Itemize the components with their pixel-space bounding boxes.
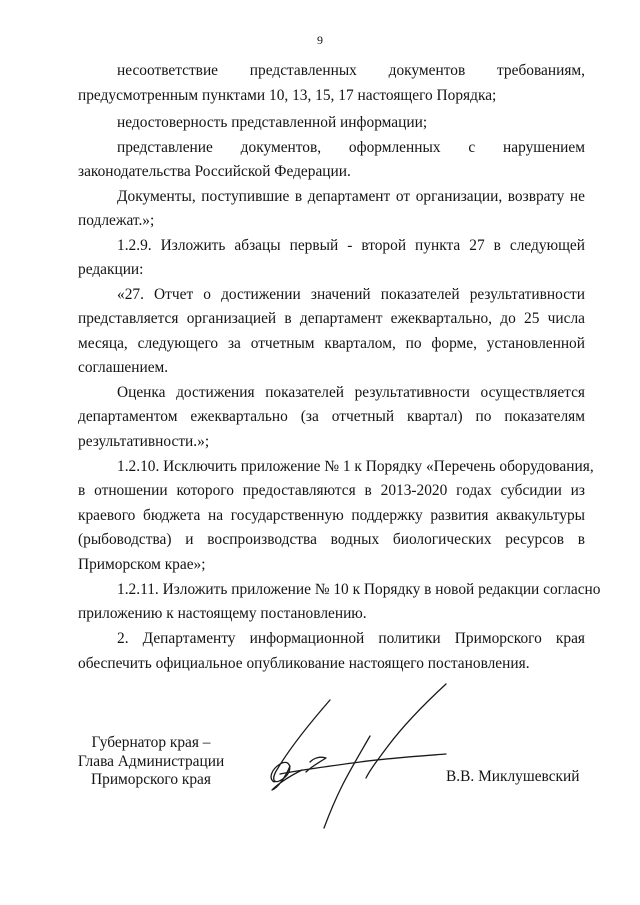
text-line: результативности.»; <box>78 433 210 450</box>
text-line: 1.2.9. Изложить абзацы первый - второй пункта 27 в следующей <box>117 237 585 254</box>
text-line: «27. Отчет о достижении значений показателей результативности <box>117 286 585 303</box>
text-line: департаментом ежеквартально (за отчетный квартал) по показателям <box>78 408 585 425</box>
text-line: несоответствие представленных документов требованиям, <box>117 62 585 79</box>
text-line: редакции: <box>78 261 144 278</box>
text-line: недостоверность представленной информации; <box>117 114 428 131</box>
signatory-name: В.В. Миклушевский <box>446 768 580 785</box>
handwritten-signature <box>250 678 470 838</box>
signatory-title-line: Глава Администрации <box>77 752 225 770</box>
text-line: 2. Департаменту информационной политики Приморского края <box>117 630 585 647</box>
text-line: представляется организацией в департамент ежеквартально, до 25 числа <box>78 310 585 327</box>
signatory-title-line: Приморского края <box>91 771 211 788</box>
signatory-title-line: Губернатор края – <box>91 734 211 751</box>
text-line: соглашением. <box>78 359 169 376</box>
text-line: месяца, следующего за отчетным кварталом, по форме, установленной <box>78 335 585 352</box>
text-line: 1.2.11. Изложить приложение № 10 к Порядку в новой редакции согласно <box>117 581 601 598</box>
text-line: Приморском крае»; <box>78 556 206 573</box>
text-line: Оценка достижения показателей результативности осуществляется <box>117 384 585 401</box>
text-line: краевого бюджета на государственную поддержку развития аквакультуры <box>78 507 585 524</box>
text-line: предусмотренным пунктами 10, 13, 15, 17 настоящего Порядка; <box>78 87 497 104</box>
page-number: 9 <box>317 33 323 47</box>
text-line: Документы, поступившие в департамент от организации, возврату не <box>117 188 585 205</box>
text-line: (рыбоводства) и воспроизводства водных биологических ресурсов в <box>78 531 585 548</box>
text-line: законодательства Российской Федерации. <box>78 163 351 180</box>
text-line: 1.2.10. Исключить приложение № 1 к Порядку «Перечень оборудования, <box>117 458 594 475</box>
signatory-title <box>66 734 236 790</box>
text-line: в отношении которого предоставляются в 2013-2020 годах субсидии из <box>78 482 585 499</box>
text-line: подлежат.»; <box>78 212 155 229</box>
text-line: приложению к настоящему постановлению. <box>78 605 367 622</box>
text-line: представление документов, оформленных с нарушением <box>117 139 585 156</box>
text-line: обеспечить официальное опубликование настоящего постановления. <box>78 655 530 672</box>
